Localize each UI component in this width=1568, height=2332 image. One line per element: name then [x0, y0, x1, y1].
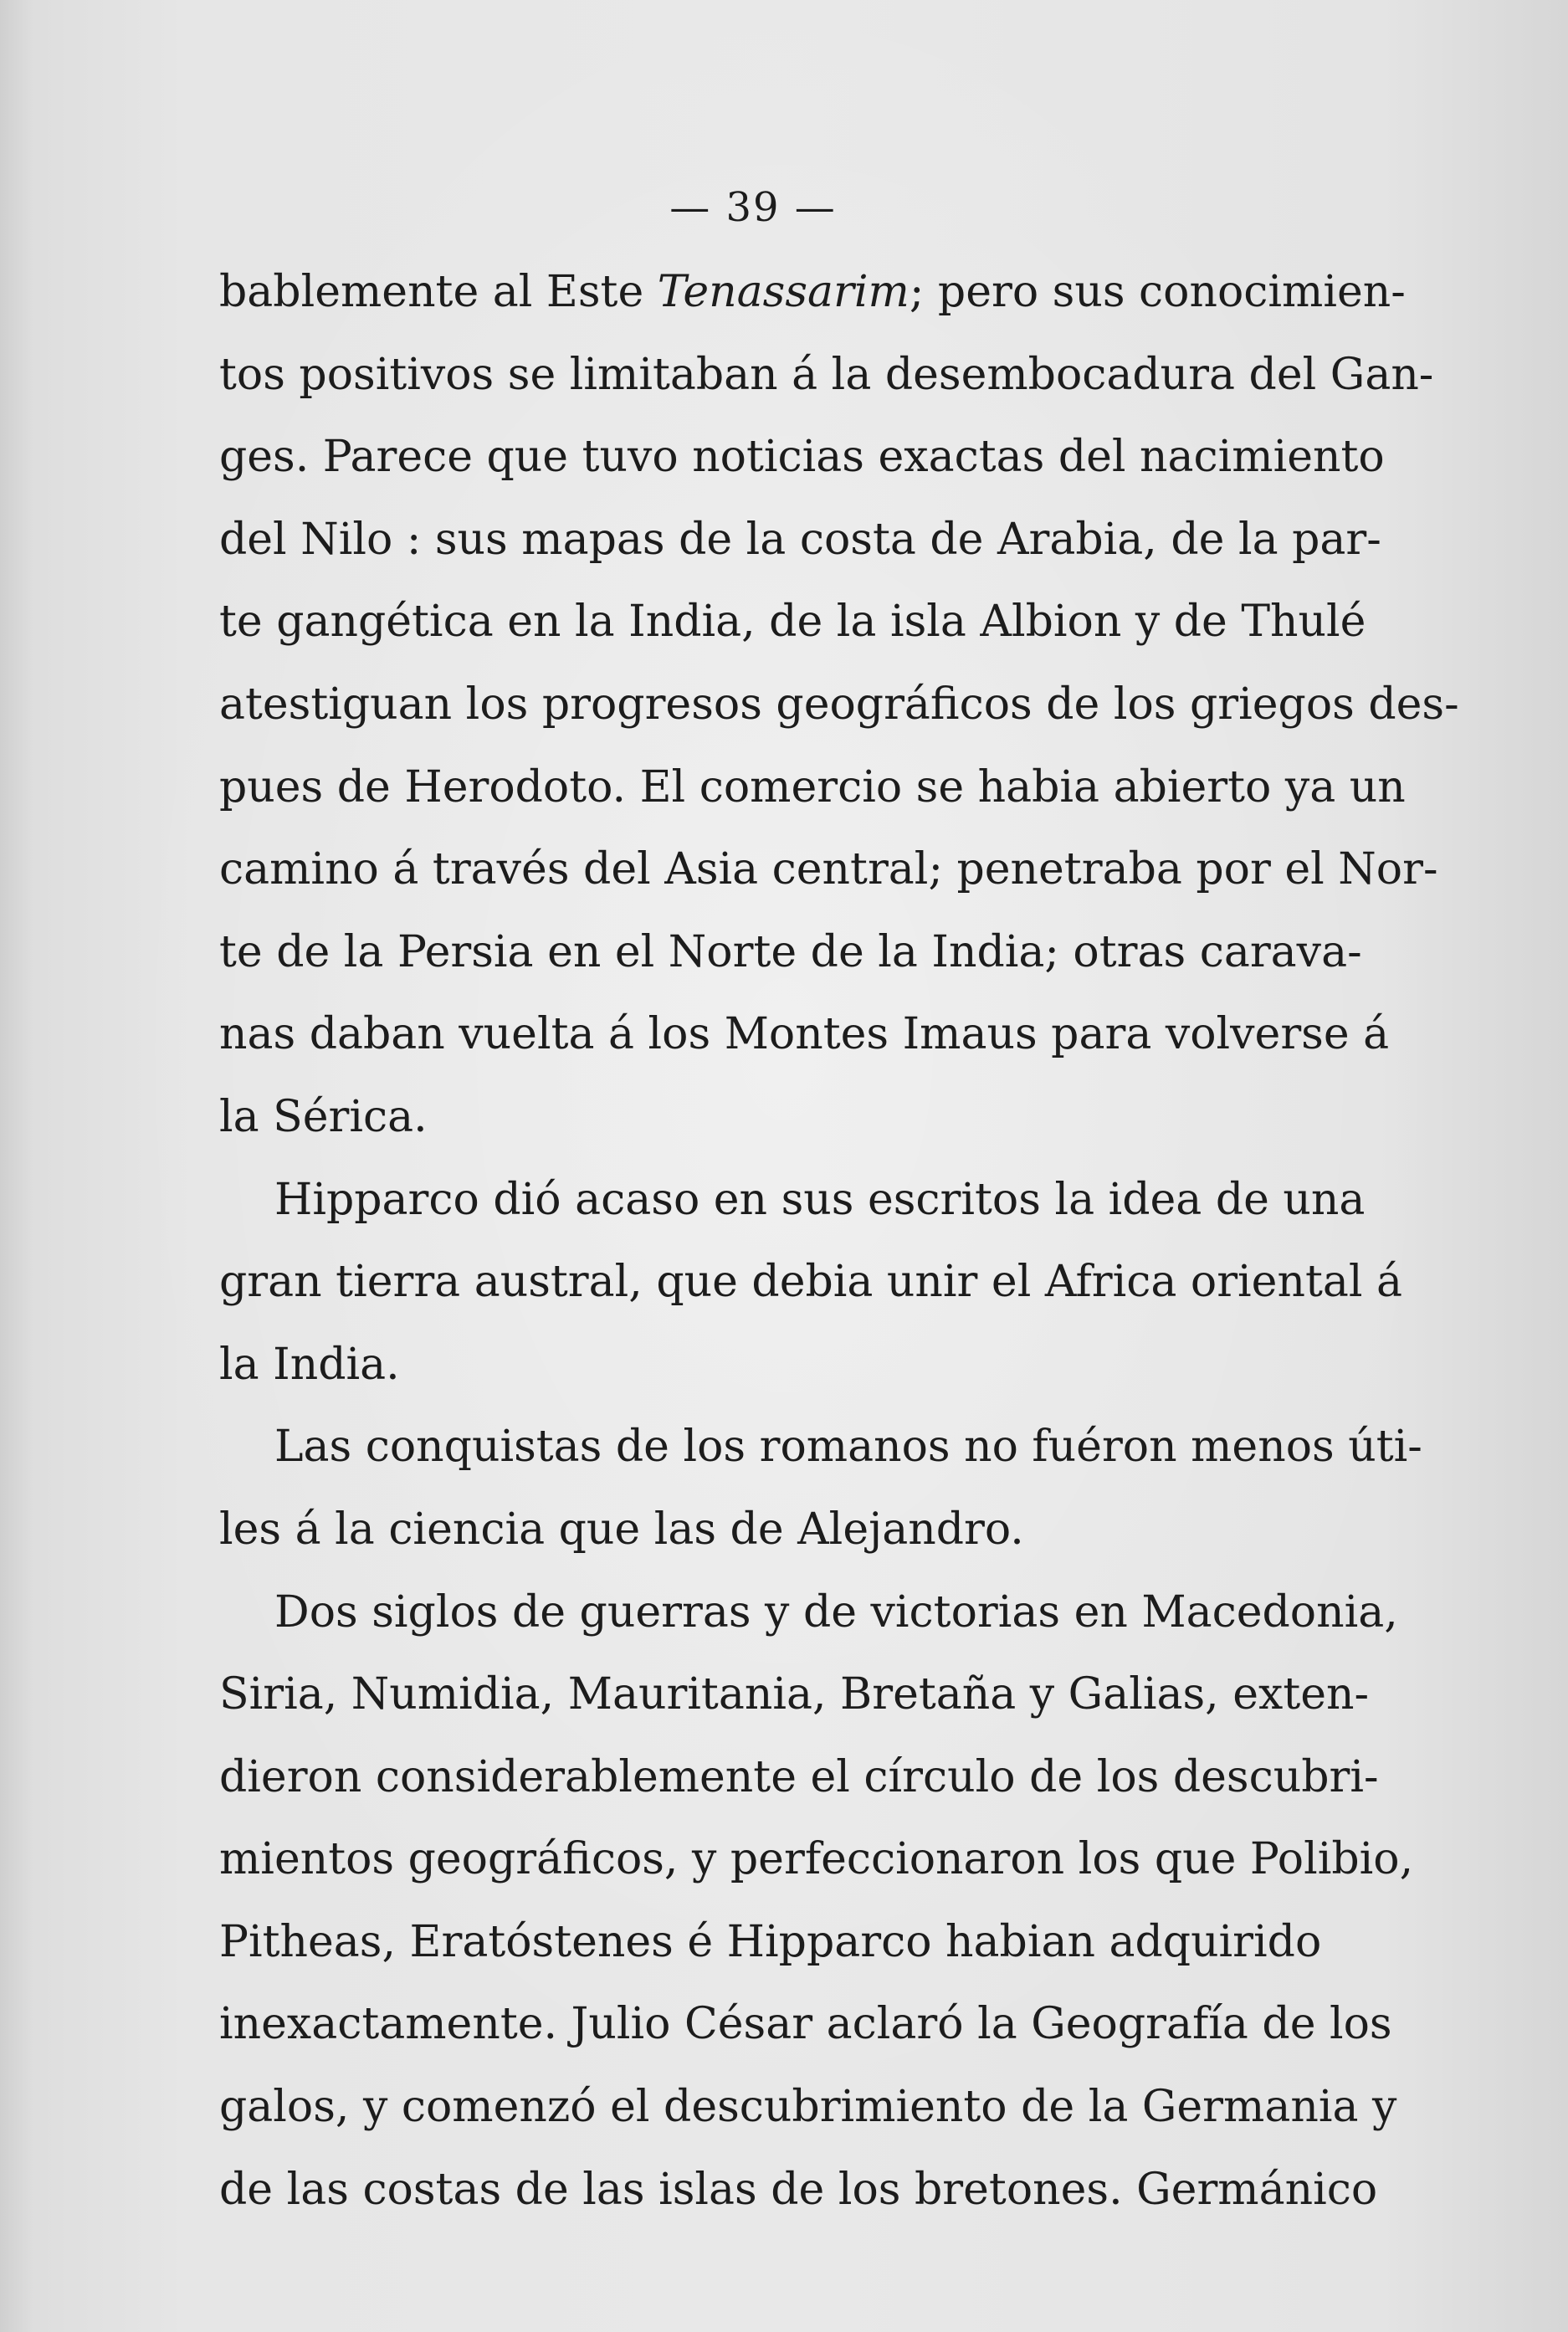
- text-line: dieron considerablemente el círculo de los descubri-: [219, 1751, 1379, 1802]
- text-line: mientos geográficos, y perfeccionaron los que Polibio,: [219, 1834, 1414, 1885]
- text-line: bablemente al Este Tenassarim; pero sus conocimien-: [219, 267, 1406, 317]
- text-line: del Nilo : sus mapas de la costa de Arabia, de la par-: [219, 514, 1381, 565]
- text-line: inexactamente. Julio César aclaró la Geografía de los: [219, 1999, 1392, 2050]
- paragraph-end-line: la India.: [219, 1339, 400, 1390]
- italic-place-name: Tenassarim: [657, 267, 910, 317]
- page-number: — 39 —: [669, 184, 837, 231]
- paragraph-start-line: Dos siglos de guerras y de victorias en Macedonia,: [274, 1586, 1398, 1638]
- text-line: pues de Herodoto. El comercio se habia abierto ya un: [219, 761, 1406, 812]
- paragraph-start-line: Las conquistas de los romanos no fuéron menos úti-: [274, 1422, 1422, 1473]
- text-line: Pitheas, Eratóstenes é Hipparco habian adquirido: [219, 1916, 1322, 1967]
- body-text: [219, 251, 1459, 2231]
- text-line: gran tierra austral, que debia unir el Africa oriental á: [219, 1257, 1403, 1308]
- text-line: te de la Persia en el Norte de la India; otras carava-: [219, 926, 1362, 977]
- text-line: camino á través del Asia central; penetraba por el Nor-: [219, 844, 1438, 895]
- paragraph-end-line: les á la ciencia que las de Alejandro.: [219, 1504, 1024, 1555]
- text-line: Siria, Numidia, Mauritania, Bretaña y Galias, exten-: [219, 1669, 1370, 1720]
- paragraph-start-line: Hipparco dió acaso en sus escritos la idea de una: [274, 1174, 1366, 1225]
- paragraph-end-line: la Sérica.: [219, 1091, 428, 1142]
- text-line: atestiguan los progresos geográficos de los griegos des-: [219, 679, 1459, 730]
- text-line: de las costas de las islas de los bretones. Germánico: [219, 2164, 1378, 2215]
- page-edge-shadow: [0, 0, 33, 2332]
- text-line: galos, y comenzó el descubrimiento de la Germania y: [219, 2082, 1397, 2133]
- text-line: te gangética en la India, de la isla Albion y de Thulé: [219, 597, 1366, 648]
- text-line: nas daban vuelta á los Montes Imaus para volverse á: [219, 1009, 1390, 1060]
- text-line: tos positivos se limitaban á la desembocadura del Gan-: [219, 349, 1434, 400]
- text-line: ges. Parece que tuvo noticias exactas del nacimiento: [219, 432, 1385, 483]
